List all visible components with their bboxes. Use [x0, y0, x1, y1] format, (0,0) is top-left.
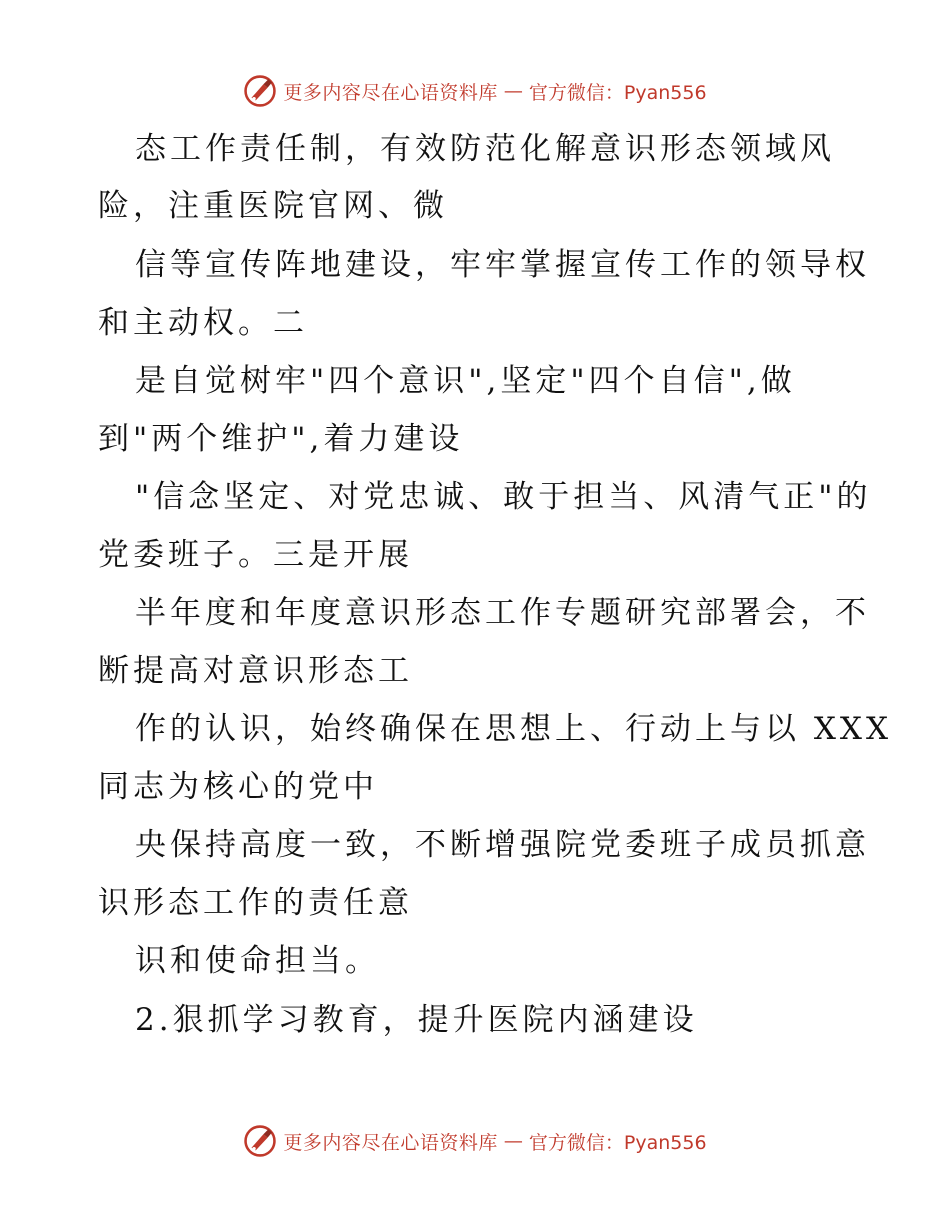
header-separator: —	[503, 80, 523, 102]
footer-separator: —	[503, 1130, 523, 1152]
body-line: 断提高对意识形态工	[98, 653, 413, 689]
footer-text: 更多内容尽在心语资料库	[283, 1131, 498, 1154]
body-line: 半年度和年度意识形态工作专题研究部署会，不	[135, 595, 870, 631]
body-line: 央保持高度一致，不断增强院党委班子成员抓意	[135, 827, 870, 863]
body-line: 作的认识，始终确保在思想上、行动上与以 XXX	[135, 711, 893, 747]
body-line: 识形态工作的责任意	[98, 885, 413, 921]
body-line: 到"两个维护",着力建设	[98, 421, 464, 457]
body-line: 识和使命担当。	[135, 943, 380, 979]
body-line: 党委班子。三是开展	[98, 537, 413, 573]
body-line: 信等宣传阵地建设，牢牢掌握宣传工作的领导权	[135, 247, 870, 283]
header-wechat: 官方微信：Pyan556	[528, 81, 707, 104]
body-line: "信念坚定、对党忠诚、敢于担当、风清气正"的	[135, 479, 872, 515]
body-line: 态工作责任制，有效防范化解意识形态领域风	[135, 131, 835, 167]
body-line: 是自觉树牢"四个意识",坚定"四个自信",做	[135, 363, 796, 399]
brand-logo-icon	[243, 1124, 277, 1158]
body-line: 同志为核心的党中	[98, 769, 378, 805]
body-line: 险，注重医院官网、微	[98, 188, 448, 224]
section-heading: 2.狠抓学习教育，提升医院内涵建设	[135, 1002, 698, 1038]
footer-banner	[0, 1121, 950, 1161]
footer-wechat: 官方微信：Pyan556	[528, 1131, 707, 1154]
body-line: 和主动权。二	[98, 305, 308, 341]
header-text: 更多内容尽在心语资料库	[283, 81, 498, 104]
